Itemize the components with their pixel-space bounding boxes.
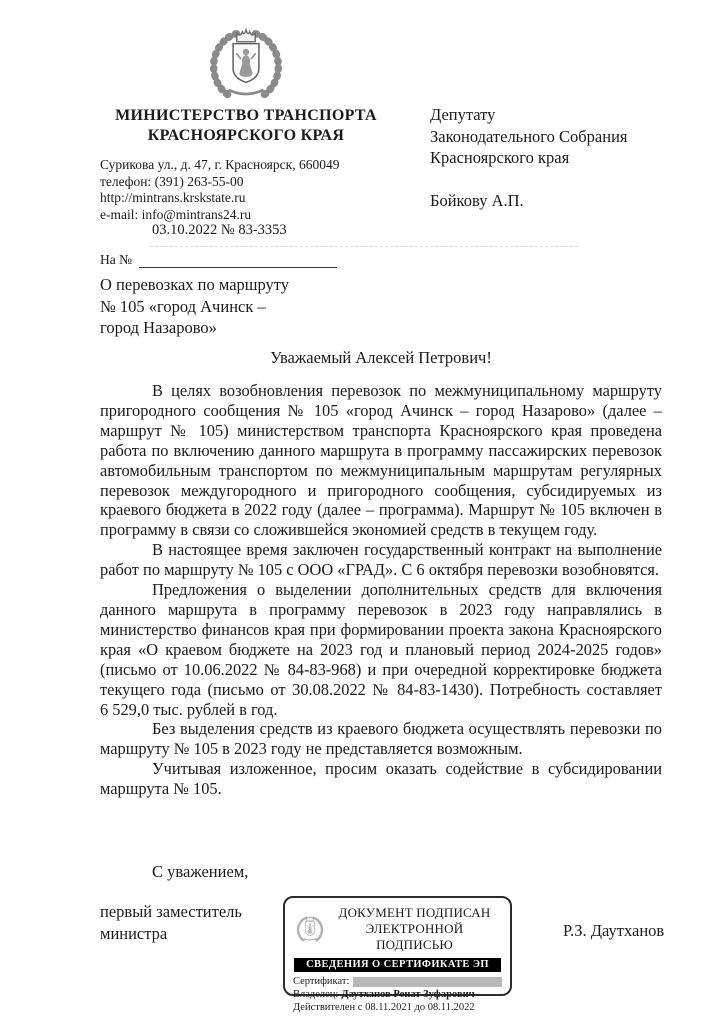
body-paragraph: В целях возобновления перевозок по межмуниципальному маршруту пригородного сообщения № 105 «город Ачинск – город Назарово» (далее – маршрут № 105) министерством транспорта Красноярского края проведена работа по включению данного маршрута в программу пассажирских перевозок автомобильным транспортом по межмуниципальным маршрутам регулярных перевозок междугородного и пригородного сообщения, субсидируемых из краевого бюджета в 2022 году (далее – программа). Маршрут № 105 включен в программу в связи со сложившейся экономией средств в текущем году. <box>100 381 662 540</box>
reply-reference-label: На № <box>100 252 132 267</box>
stamp-certificate-header: СВЕДЕНИЯ О СЕРТИФИКАТЕ ЭП <box>294 958 501 972</box>
stamp-owner-row <box>293 988 502 1001</box>
ministry-email: e-mail: info@mintrans24.ru <box>100 206 252 222</box>
recipient-line3: Красноярского края <box>430 148 570 167</box>
reply-reference-blank-line <box>139 253 337 268</box>
ministry-address: Сурикова ул., д. 47, г. Красноярск, 660049 <box>100 157 340 172</box>
recipient-line1: Депутату <box>430 105 496 124</box>
signer-position <box>100 901 242 944</box>
stamp-coat-of-arms-icon <box>293 910 327 948</box>
ministry-name-line1: МИНИСТЕРСТВО ТРАНСПОРТА <box>115 107 377 124</box>
certificate-label: Сертификат: <box>293 976 350 987</box>
body-paragraph: Без выделения средств из краевого бюджета осуществлять перевозки по маршруту № 105 в 2023 году не представляется возможным. <box>100 719 662 759</box>
recipient-block <box>430 104 628 212</box>
letter-body <box>100 381 662 799</box>
ministry-contacts <box>100 157 392 223</box>
ministry-name-line2: КРАСНОЯРСКОГО КРАЯ <box>147 127 345 144</box>
recipient-name: Бойкову А.П. <box>430 191 524 210</box>
reply-reference <box>100 252 337 268</box>
signer-name: Р.З. Даутханов <box>563 921 665 940</box>
stamp-certificate-row <box>293 975 502 988</box>
outgoing-date-number: 03.10.2022 № 83-3353 <box>152 222 287 238</box>
signer-position-line1: первый заместитель <box>100 902 242 921</box>
stamp-validity: Действителен с 08.11.2021 до 08.11.2022 <box>293 1002 475 1013</box>
scan-artifact-line <box>150 246 578 247</box>
ministry-name <box>100 106 392 146</box>
ministry-phone: телефон: (391) 263-55-00 <box>100 173 244 189</box>
owner-label: Владелец: <box>293 989 339 1000</box>
salutation: Уважаемый Алексей Петрович! <box>270 348 492 367</box>
subject <box>100 274 380 339</box>
stamp-header <box>293 905 502 953</box>
recipient-line2: Законодательного Собрания <box>430 126 628 146</box>
stamp-title-line2: ЭЛЕКТРОННОЙ ПОДПИСЬЮ <box>365 921 464 952</box>
stamp-title <box>327 905 502 953</box>
letterhead <box>100 28 392 223</box>
subject-line3: город Назарово» <box>100 318 217 337</box>
coat-of-arms-icon <box>100 28 392 100</box>
ministry-website: http://mintrans.krskstate.ru <box>100 190 246 205</box>
body-paragraph: Учитывая изложенное, просим оказать содействие в субсидировании маршрута № 105. <box>100 759 662 799</box>
subject-line2: № 105 «город Ачинск – <box>100 296 266 316</box>
electronic-signature-stamp <box>283 896 512 1013</box>
closing: С уважением, <box>152 862 249 881</box>
recipient-gap <box>430 169 628 191</box>
owner-name: Даутханов Ренат Зуфарович <box>341 989 475 1000</box>
body-paragraph: Предложения о выделении дополнительных средств для включения данного маршрута в программу перевозок в 2023 году направлялись в министерство финансов края при формировании проекта закона Красноярского края «О краевом бюджете на 2023 год и плановый период 2024-2025 годов» (письмо от 10.06.2022 № 84-83-968) и при очередной корректировке бюджета текущего года (письмо от 30.08.2022 № 84-83-1430). Потребность составляет 6 529,0 тыс. рублей в год. <box>100 580 662 719</box>
body-paragraph: В настоящее время заключен государственный контракт на выполнение работ по маршруту № 105 с ООО «ГРАД». С 6 октября перевозки возобновятся. <box>100 540 662 580</box>
certificate-redacted-value <box>353 977 502 987</box>
subject-line1: О перевозках по маршруту <box>100 275 290 294</box>
signer-position-line2: министра <box>100 923 168 943</box>
stamp-title-line1: ДОКУМЕНТ ПОДПИСАН <box>338 905 491 920</box>
